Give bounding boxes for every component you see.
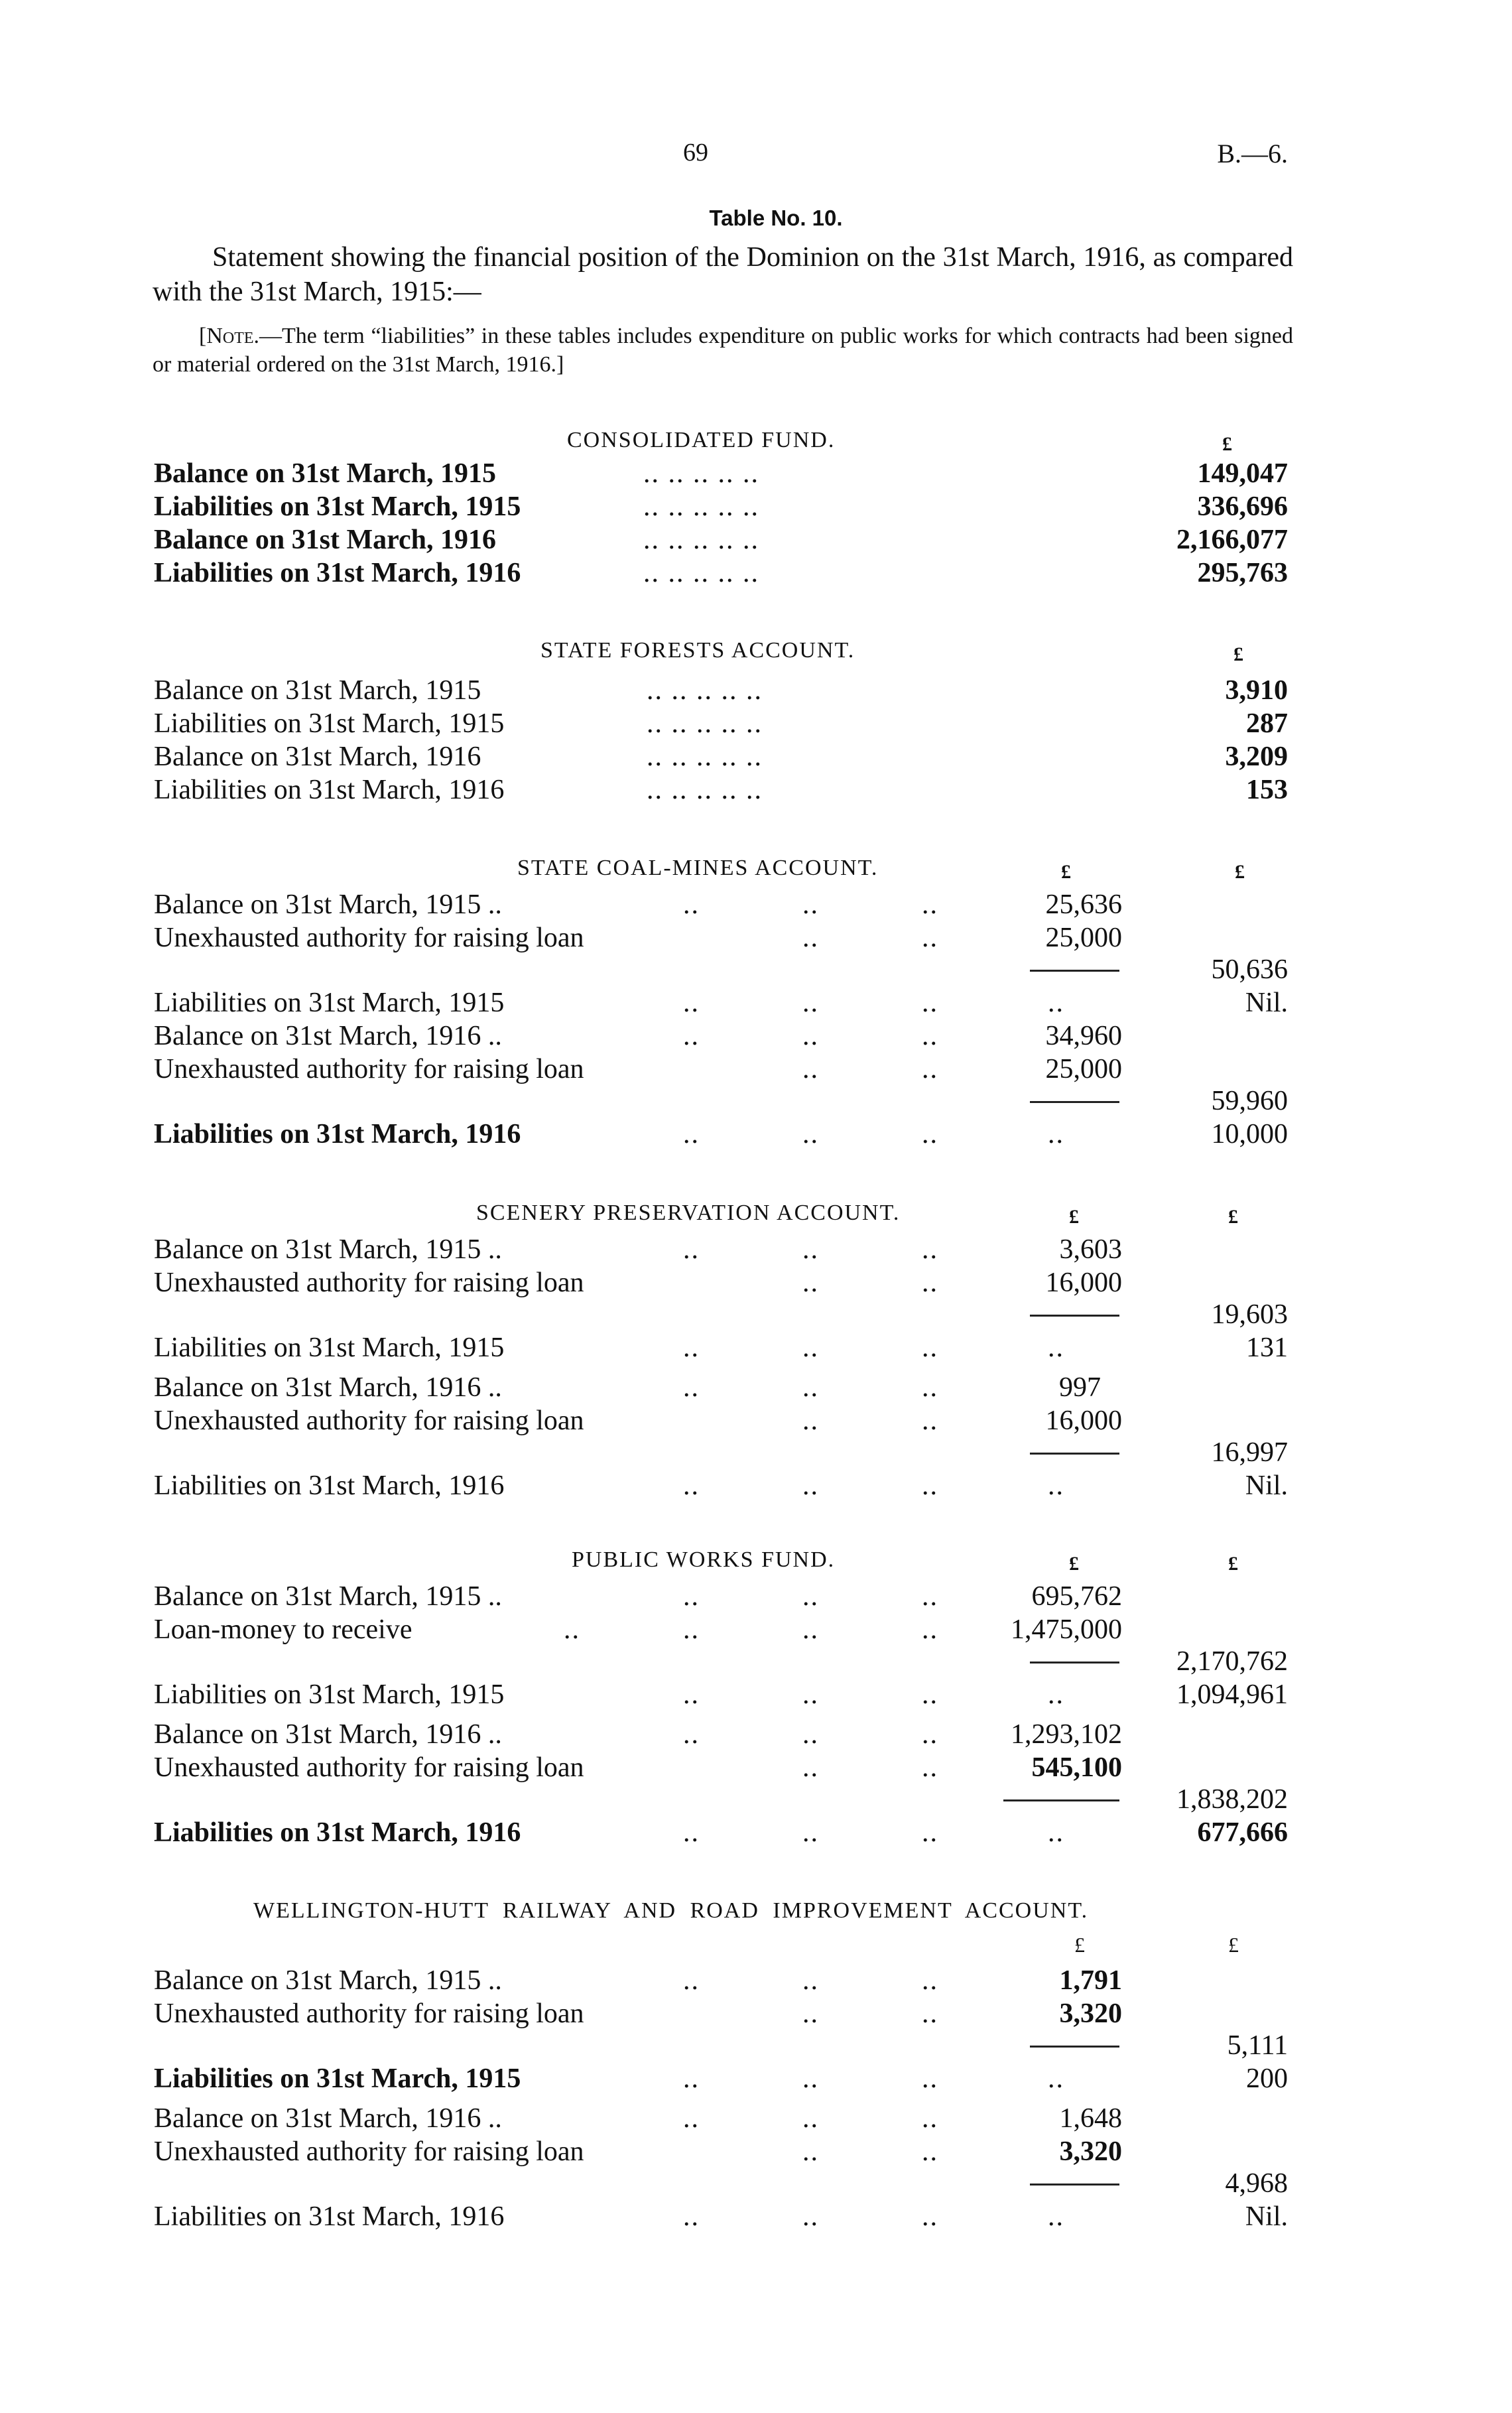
dot-pair: .. (922, 1817, 938, 1848)
table-row (0, 1965, 1512, 1998)
table-row (0, 1020, 1512, 1053)
row-label: Balance on 31st March, 1916 (154, 742, 481, 772)
row-total: 1,838,202 (1176, 1784, 1288, 1815)
dot-pair: .. (802, 1719, 819, 1750)
dot-pair: .. (1048, 1333, 1064, 1363)
subtotal-row (0, 1085, 1512, 1118)
dot-pair: .. (802, 1581, 819, 1612)
row-label: Liabilities on 31st March, 1916 (154, 2201, 505, 2232)
row-total: 1,094,961 (1176, 1679, 1288, 1710)
dot-pair: .. (683, 2201, 700, 2232)
row-label: Balance on 31st March, 1916 .. (154, 1372, 502, 1403)
row-amount: 3,320 (1059, 1998, 1122, 2029)
table-row (0, 1234, 1512, 1267)
leader-dots: .. .. .. .. .. (643, 525, 759, 555)
dot-pair: .. (922, 923, 938, 953)
row-total: 131 (1246, 1333, 1288, 1363)
row-label: Liabilities on 31st March, 1915 (154, 491, 521, 522)
row-total: Nil. (1245, 988, 1288, 1018)
dot-pair: .. (1048, 1679, 1064, 1710)
table-row (0, 2136, 1512, 2169)
dot-pair: .. (922, 2063, 938, 2094)
dot-pair: .. (922, 1268, 938, 1298)
row-total: 4,968 (1225, 2168, 1288, 2199)
row-total: 3,209 (1225, 742, 1288, 772)
dot-pair: .. (922, 1679, 938, 1710)
dot-pair: .. (683, 1817, 700, 1848)
dot-pair: .. (802, 1333, 819, 1363)
dot-pair: .. (802, 1405, 819, 1436)
currency-symbol: £ (1069, 1553, 1079, 1575)
table-row (0, 675, 1512, 708)
row-total: 3,910 (1225, 675, 1288, 706)
row-label: Liabilities on 31st March, 1915 (154, 1333, 505, 1363)
row-label: Liabilities on 31st March, 1915 (154, 708, 505, 739)
row-total: 287 (1246, 708, 1288, 739)
dot-pair: .. (1048, 1470, 1064, 1501)
row-total: 677,666 (1197, 1817, 1288, 1848)
dot-pair: .. (802, 1965, 819, 1996)
row-total: 16,997 (1211, 1437, 1288, 1468)
dot-pair: .. (922, 889, 938, 920)
table-row (0, 1470, 1512, 1503)
dot-pair: .. (802, 889, 819, 920)
row-amount: 34,960 (1045, 1021, 1122, 1051)
row-label: Unexhausted authority for raising loan (154, 1998, 584, 2029)
row-label: Balance on 31st March, 1916 (154, 525, 497, 555)
table-row (0, 1817, 1512, 1850)
note (153, 322, 1293, 379)
row-total: 149,047 (1197, 458, 1288, 489)
table-row (0, 741, 1512, 774)
dot-pair: .. (922, 1054, 938, 1084)
table-row (0, 1581, 1512, 1614)
leader-dots: .. .. .. .. .. (643, 491, 759, 522)
row-total: 10,000 (1211, 1119, 1288, 1149)
dot-pair: .. (922, 2136, 938, 2167)
row-total: 153 (1246, 775, 1288, 805)
section-heading: SCENERY PRESERVATION ACCOUNT. (476, 1201, 901, 1225)
section-heading: PUBLIC WORKS FUND. (572, 1547, 836, 1572)
table-row (0, 1679, 1512, 1712)
currency-symbol: £ (1228, 1206, 1238, 1228)
row-label: Liabilities on 31st March, 1915 (154, 2063, 521, 2094)
dot-pair: .. (683, 1965, 700, 1996)
page-header (0, 138, 1512, 178)
subtotal-row (0, 1646, 1512, 1679)
table-title: Table No. 10. (709, 206, 843, 230)
dot-pair: .. (802, 923, 819, 953)
dot-pair: .. (683, 1333, 700, 1363)
leader-dots: .. .. .. .. .. (643, 458, 759, 489)
leader-dots: .. .. .. .. .. (643, 558, 759, 588)
dot-pair: .. (1048, 2063, 1064, 2094)
row-label: Liabilities on 31st March, 1916 (154, 1817, 521, 1848)
subtotal-row (0, 954, 1512, 987)
row-amount: 695,762 (1031, 1581, 1122, 1612)
table-row (0, 1118, 1512, 1151)
currency-symbol: £ (1228, 1933, 1239, 1957)
dot-pair: .. (683, 889, 700, 920)
section-heading: CONSOLIDATED FUND. (567, 428, 836, 452)
row-total: 50,636 (1211, 954, 1288, 985)
leader-dots: .. .. .. .. .. (647, 775, 763, 805)
table-row (0, 922, 1512, 955)
dot-pair: .. (922, 988, 938, 1018)
row-label: Unexhausted authority for raising loan (154, 1752, 584, 1783)
dot-pair: .. (683, 2063, 700, 2094)
table-row (0, 2063, 1512, 2096)
dot-pair: .. (683, 1119, 700, 1149)
leader-dots: .. .. .. .. .. (647, 675, 763, 706)
table-row (0, 1372, 1512, 1405)
dot-pair: .. (922, 1021, 938, 1051)
dot-pair: .. (802, 1234, 819, 1265)
row-amount: 1,648 (1059, 2103, 1122, 2134)
row-amount: 25,000 (1045, 923, 1122, 953)
row-amount: 25,000 (1045, 1054, 1122, 1084)
row-label: Unexhausted authority for raising loan (154, 1268, 584, 1298)
row-label: Liabilities on 31st March, 1915 (154, 1679, 505, 1710)
dot-pair: .. (1048, 1119, 1064, 1149)
row-label: Balance on 31st March, 1915 .. (154, 889, 502, 920)
row-label: Unexhausted authority for raising loan (154, 1054, 584, 1084)
row-total: 5,111 (1227, 2030, 1288, 2061)
dot-pair: .. (802, 1268, 819, 1298)
row-amount: 3,603 (1059, 1234, 1122, 1265)
table-row (0, 524, 1512, 557)
table-row (0, 987, 1512, 1020)
row-label: Liabilities on 31st March, 1916 (154, 558, 521, 588)
dot-pair: .. (802, 1372, 819, 1403)
table-row (0, 1719, 1512, 1752)
row-label: Liabilities on 31st March, 1916 (154, 1119, 521, 1149)
dot-pair: .. (802, 1119, 819, 1149)
dot-pair: .. (683, 2103, 700, 2134)
row-label: Balance on 31st March, 1916 .. (154, 1719, 502, 1750)
dot-pair: .. (802, 2103, 819, 2134)
currency-symbol: £ (1061, 861, 1071, 883)
table-row (0, 557, 1512, 590)
dot-pair: .. (922, 1752, 938, 1783)
intro-statement: Statement showing the financial position of the Dominion on the 31st March, 1916, as compared with the 31st March, 1915:— (153, 242, 1293, 307)
table-row (0, 1998, 1512, 2031)
table-row (0, 2103, 1512, 2136)
table-row (0, 1332, 1512, 1365)
table-row (0, 2201, 1512, 2234)
dot-pair: .. (802, 1998, 819, 2029)
currency-symbol: £ (1235, 861, 1245, 883)
row-total: 336,696 (1197, 491, 1288, 522)
dot-pair: .. (802, 1614, 819, 1645)
dot-pair: .. (683, 1470, 700, 1501)
dot-pair: .. (802, 2063, 819, 2094)
dot-pair: .. (564, 1614, 580, 1645)
table-row (0, 1267, 1512, 1300)
row-total: Nil. (1245, 1470, 1288, 1501)
dot-pair: .. (802, 1752, 819, 1783)
dot-pair: .. (922, 1965, 938, 1996)
dot-pair: .. (922, 1719, 938, 1750)
dot-pair: .. (922, 2103, 938, 2134)
dot-pair: .. (683, 1614, 700, 1645)
row-amount: 25,636 (1045, 889, 1122, 920)
leader-dots: .. .. .. .. .. (647, 742, 763, 772)
row-label: Unexhausted authority for raising loan (154, 923, 584, 953)
dot-pair: .. (922, 1119, 938, 1149)
row-amount: 997 (1059, 1372, 1101, 1403)
subtotal-row (0, 1437, 1512, 1470)
currency-symbol: £ (1222, 433, 1232, 455)
row-total: 19,603 (1211, 1299, 1288, 1330)
row-total: 2,170,762 (1176, 1646, 1288, 1677)
dot-pair: .. (922, 2201, 938, 2232)
dot-pair: .. (802, 1470, 819, 1501)
row-label: Unexhausted authority for raising loan (154, 2136, 584, 2167)
row-label: Loan-money to receive (154, 1614, 412, 1645)
row-total: Nil. (1245, 2201, 1288, 2232)
dot-pair: .. (922, 1234, 938, 1265)
table-row (0, 1405, 1512, 1438)
currency-symbol: £ (1228, 1553, 1238, 1575)
row-label: Liabilities on 31st March, 1915 (154, 988, 505, 1018)
row-total: 2,166,077 (1176, 525, 1288, 555)
row-label: Unexhausted authority for raising loan (154, 1405, 584, 1436)
table-row (0, 1614, 1512, 1647)
dot-pair: .. (683, 988, 700, 1018)
leader-dots: .. .. .. .. .. (647, 708, 763, 739)
row-label: Balance on 31st March, 1915 .. (154, 1581, 502, 1612)
row-amount: 1,791 (1059, 1965, 1122, 1996)
currency-symbol: £ (1074, 1933, 1085, 1957)
row-label: Balance on 31st March, 1916 .. (154, 2103, 502, 2134)
table-row (0, 491, 1512, 524)
table-row (0, 1053, 1512, 1086)
row-total: 295,763 (1197, 558, 1288, 588)
note-prefix: [Note. (199, 324, 260, 348)
row-total: 59,960 (1211, 1086, 1288, 1116)
dot-pair: .. (683, 1581, 700, 1612)
subtotal-row (0, 1784, 1512, 1817)
dot-pair: .. (922, 1998, 938, 2029)
row-label: Liabilities on 31st March, 1916 (154, 1470, 505, 1501)
subtotal-row (0, 1299, 1512, 1332)
table-row (0, 1752, 1512, 1785)
currency-symbol: £ (1233, 643, 1243, 665)
table-row (0, 889, 1512, 922)
dot-pair: .. (802, 1817, 819, 1848)
row-amount: 16,000 (1045, 1268, 1122, 1298)
dot-pair: .. (1048, 988, 1064, 1018)
dot-pair: .. (683, 1679, 700, 1710)
row-label: Balance on 31st March, 1915 (154, 458, 497, 489)
table-row (0, 774, 1512, 807)
row-amount: 545,100 (1031, 1752, 1122, 1783)
dot-pair: .. (683, 1372, 700, 1403)
note-text: —The term “liabilities” in these tables includes expenditure on public works for which contracts had been signed or material ordered on the 31st March, 1916.] (153, 324, 1293, 377)
dot-pair: .. (683, 1234, 700, 1265)
section-heading: STATE COAL-MINES ACCOUNT. (517, 856, 879, 880)
dot-pair: .. (683, 1021, 700, 1051)
page-number: 69 (683, 139, 708, 166)
table-row (0, 458, 1512, 491)
row-total: 200 (1246, 2063, 1288, 2094)
row-amount: 1,293,102 (1011, 1719, 1122, 1750)
dot-pair: .. (802, 1021, 819, 1051)
document-reference: B.—6. (1217, 139, 1288, 168)
dot-pair: .. (802, 2201, 819, 2232)
dot-pair: .. (802, 1679, 819, 1710)
dot-pair: .. (922, 1333, 938, 1363)
row-label: Balance on 31st March, 1916 .. (154, 1021, 502, 1051)
dot-pair: .. (802, 1054, 819, 1084)
row-label: Balance on 31st March, 1915 .. (154, 1965, 502, 1996)
table-row (0, 708, 1512, 741)
dot-pair: .. (922, 1372, 938, 1403)
dot-pair: .. (922, 1405, 938, 1436)
row-label: Balance on 31st March, 1915 (154, 675, 481, 706)
row-amount: 1,475,000 (1011, 1614, 1122, 1645)
dot-pair: .. (802, 2136, 819, 2167)
subtotal-row (0, 2030, 1512, 2063)
dot-pair: .. (1048, 2201, 1064, 2232)
row-amount: 16,000 (1045, 1405, 1122, 1436)
subtotal-row (0, 2168, 1512, 2201)
dot-pair: .. (683, 1719, 700, 1750)
row-amount: 3,320 (1059, 2136, 1122, 2167)
section-heading: WELLINGTON-HUTT RAILWAY AND ROAD IMPROVEMENT ACCOUNT. (253, 1898, 1089, 1923)
row-label: Balance on 31st March, 1915 .. (154, 1234, 502, 1265)
dot-pair: .. (922, 1614, 938, 1645)
dot-pair: .. (1048, 1817, 1064, 1848)
dot-pair: .. (802, 988, 819, 1018)
dot-pair: .. (922, 1581, 938, 1612)
dot-pair: .. (922, 1470, 938, 1501)
row-label: Liabilities on 31st March, 1916 (154, 775, 505, 805)
currency-symbol: £ (1069, 1206, 1079, 1228)
section-heading: STATE FORESTS ACCOUNT. (540, 638, 855, 663)
